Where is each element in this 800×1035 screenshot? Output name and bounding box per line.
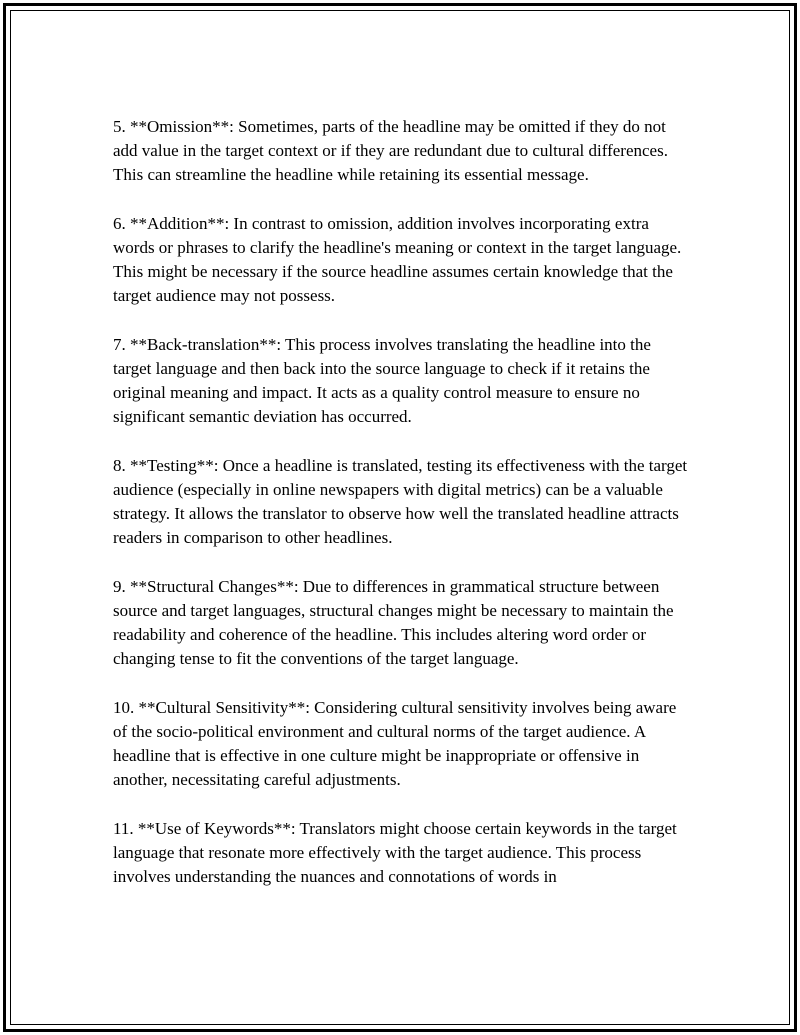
paragraph-addition: 6. **Addition**: In contrast to omission, addition involves incorporating extra words or phrases to clarify the headline's meaning or context in the target language. This might be necessary if the source headline assumes certain knowledge that the target audience may not possess.: [113, 213, 682, 306]
paragraph-back-translation: 7. **Back-translation**: This process involves translating the headline into the target language and then back into the source language to check if it retains the original meaning and impact. It acts as a quality control measure to ensure no significant semantic deviation has occurred.: [113, 334, 651, 427]
paragraph-omission: 5. **Omission**: Sometimes, parts of the headline may be omitted if they do not add value in the target context or if they are redundant due to cultural differences. This can streamline the headline while retaining its essential message.: [113, 117, 668, 185]
document-body: [113, 115, 688, 914]
paragraph-use-of-keywords: 11. **Use of Keywords**: Translators might choose certain keywords in the target language that resonate more effectively with the target audience. This process involves understanding the nuances and connotations of words in: [113, 818, 677, 887]
paragraph-structural-changes: 9. **Structural Changes**: Due to differences in grammatical structure between source and target languages, structural changes might be necessary to maintain the readability and coherence of the headline. This includes altering word order or changing tense to fit the conventions of the target language.: [113, 576, 674, 669]
paragraph-cultural-sensitivity: 10. **Cultural Sensitivity**: Considering cultural sensitivity involves being aware of the socio-political environment and cultural norms of the target audience. A headline that is effective in one culture might be inappropriate or offensive in another, necessitating careful adjustments.: [113, 697, 677, 790]
paragraph-testing: 8. **Testing**: Once a headline is translated, testing its effectiveness with the target audience (especially in online newspapers with digital metrics) can be a valuable strategy. It allows the translator to observe how well the translated headline attracts readers in comparison to other headlines.: [113, 455, 688, 548]
